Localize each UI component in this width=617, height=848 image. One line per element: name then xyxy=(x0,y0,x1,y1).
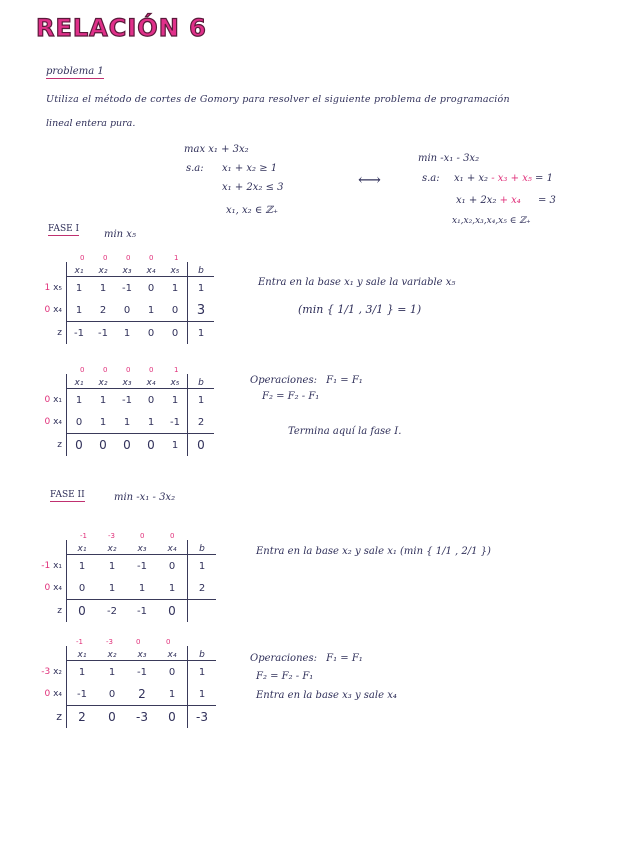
col-header: b xyxy=(198,378,204,388)
standard-c1-main: x₁ + x₂ xyxy=(454,173,489,184)
z-label: z xyxy=(57,605,62,616)
cost: -3 xyxy=(108,532,115,540)
statement-line-2: lineal entera pura. xyxy=(46,118,136,129)
standard-constraint-1 xyxy=(454,173,553,184)
col-header: x₄ xyxy=(157,540,188,555)
table-row xyxy=(36,661,216,684)
fase2-op-2: F₂ = F₂ - F₁ xyxy=(256,671,314,682)
cell: 2 xyxy=(198,582,206,594)
cell: 0 xyxy=(108,688,116,700)
fase1-tableau-2 xyxy=(36,374,214,456)
cell: 0 xyxy=(115,434,139,457)
fase2-label: FASE II xyxy=(50,490,85,500)
cost: -1 xyxy=(80,532,87,540)
fase1-objective: min x₅ xyxy=(104,229,136,240)
table-row-z xyxy=(36,434,214,457)
cell: 2 xyxy=(197,416,205,428)
standard-c2-slack: + x₄ xyxy=(499,195,521,206)
cost: 0 xyxy=(80,254,85,262)
cell: 1 xyxy=(67,277,92,300)
cost: -1 xyxy=(76,638,83,646)
cell: 1 xyxy=(168,688,176,700)
fase2-tableau-2 xyxy=(36,646,216,728)
cost: 0 xyxy=(140,532,145,540)
cell: 1 xyxy=(91,389,115,412)
standard-objective: min -x₁ - 3x₂ xyxy=(418,153,480,164)
row-basis: x₄ xyxy=(53,689,62,700)
row-basis: x₄ xyxy=(53,583,62,594)
cell: 1 xyxy=(157,577,188,600)
col-header: x₄ xyxy=(167,650,177,660)
fase1-label: FASE I xyxy=(48,224,80,234)
original-constraint-2: x₁ + 2x₂ ≤ 3 xyxy=(222,182,284,193)
op-1: F₁ = F₁ xyxy=(326,375,363,386)
col-header: x₂ xyxy=(107,650,117,660)
cell: 0 xyxy=(139,277,163,300)
row-cost: 0 xyxy=(44,417,51,428)
cost: 0 xyxy=(166,638,171,646)
cell: 1 xyxy=(67,661,98,684)
cell: 1 xyxy=(147,416,155,428)
cell: -1 xyxy=(127,600,157,623)
fase2-tableau-1 xyxy=(36,540,216,622)
cell: 0 xyxy=(67,600,98,623)
cell: 0 xyxy=(67,411,92,434)
col-header: b xyxy=(199,544,205,554)
standard-c1-artificial: + x₅ xyxy=(510,173,532,184)
row-basis: x₁ xyxy=(53,394,62,405)
cell: -3 xyxy=(188,706,217,729)
cell: 1 xyxy=(163,434,188,457)
cell: 0 xyxy=(157,661,188,684)
cell: 1 xyxy=(67,389,92,412)
cell: 1 xyxy=(188,277,215,300)
z-label: z xyxy=(57,327,62,338)
fase2-objective: min -x₁ - 3x₂ xyxy=(114,492,176,503)
col-header: x₂ xyxy=(98,378,108,388)
row-basis: x₂ xyxy=(53,666,62,677)
cell: 1 xyxy=(188,322,215,345)
row-basis: x₄ xyxy=(53,305,62,316)
table-row xyxy=(36,577,216,600)
cost: 0 xyxy=(170,532,175,540)
row-basis: x₅ xyxy=(53,282,62,293)
table-row xyxy=(36,299,214,322)
cell: 1 xyxy=(163,277,188,300)
row-cost: 0 xyxy=(44,689,51,700)
cell: 0 xyxy=(157,706,188,729)
op-1: F₁ = F₁ xyxy=(326,653,363,664)
cell: 3 xyxy=(196,302,206,318)
row-basis: x₄ xyxy=(53,417,62,428)
cost: 0 xyxy=(103,366,108,374)
fase1-tableau-1 xyxy=(36,262,214,344)
standard-c2-main: x₁ + 2x₂ xyxy=(456,195,497,206)
cell: 0 xyxy=(139,322,163,345)
z-label: z xyxy=(56,710,62,724)
cell: 0 xyxy=(157,600,188,623)
cell: 0 xyxy=(123,304,131,316)
cell: 1 xyxy=(67,555,98,578)
table-row-z xyxy=(36,600,216,623)
table-row xyxy=(36,411,214,434)
cell: 1 xyxy=(108,582,116,594)
page-title: RELACIÓN 6 xyxy=(36,14,207,42)
cell: 1 xyxy=(99,416,107,428)
cell: -1 xyxy=(127,661,157,684)
cell: 2 xyxy=(138,687,146,701)
cell: 1 xyxy=(188,389,215,412)
col-header: x₁ xyxy=(67,646,98,661)
cell: 0 xyxy=(91,434,115,457)
cost: 1 xyxy=(174,366,179,374)
cost: 0 xyxy=(149,254,154,262)
standard-c2-rhs: = 3 xyxy=(538,195,556,206)
standard-constraint-2 xyxy=(456,195,556,206)
col-header: x₂ xyxy=(98,266,108,276)
col-header: x₃ xyxy=(137,544,147,554)
table-row xyxy=(36,683,216,706)
cost: -3 xyxy=(106,638,113,646)
cell: 0 xyxy=(67,434,92,457)
cell: -1 xyxy=(163,411,188,434)
original-constraint-1: x₁ + x₂ ≥ 1 xyxy=(222,163,278,174)
row-cost: 0 xyxy=(44,583,51,594)
table-row-z xyxy=(36,706,216,729)
standard-c1-slack: - x₃ xyxy=(491,173,508,184)
fase2-note-1: Entra en la base x₂ y sale x₁ (min { 1/1 , 2/1 }) xyxy=(256,546,491,557)
fase1-end-note: Termina aquí la fase I. xyxy=(288,426,402,437)
cell: 0 xyxy=(97,706,127,729)
row-cost: -1 xyxy=(41,560,51,571)
ops-label: Operaciones: xyxy=(250,653,317,664)
original-sa-label: s.a: xyxy=(186,163,204,174)
cell: 1 xyxy=(97,661,127,684)
col-header: x₃ xyxy=(122,378,132,388)
col-header: x₃ xyxy=(122,266,132,276)
col-header: x₄ xyxy=(146,378,156,388)
cell xyxy=(188,600,217,623)
z-label: z xyxy=(57,439,62,450)
row-basis: x₁ xyxy=(53,560,62,571)
cell: 0 xyxy=(163,322,188,345)
cell: -1 xyxy=(91,322,115,345)
col-header: x₂ xyxy=(107,544,117,554)
cell: 1 xyxy=(91,277,115,300)
table-row-z xyxy=(36,322,214,345)
statement-line-1: Utiliza el método de cortes de Gomory para resolver el siguiente problema de programación xyxy=(46,94,510,105)
cell: -1 xyxy=(67,322,92,345)
cell: 1 xyxy=(123,416,131,428)
cell: -3 xyxy=(127,706,157,729)
cell: -2 xyxy=(97,600,127,623)
col-header: b xyxy=(198,266,204,276)
cell: -1 xyxy=(127,555,157,578)
cell: 1 xyxy=(67,299,92,322)
col-header: x₄ xyxy=(146,266,156,276)
table-row xyxy=(36,389,214,412)
row-cost: 0 xyxy=(44,305,51,316)
cell: 0 xyxy=(139,434,163,457)
col-header: x₃ xyxy=(137,650,147,660)
fase2-note-2: Entra en la base x₃ y sale x₄ xyxy=(256,690,397,701)
problem-label: problema 1 xyxy=(46,66,104,77)
cost: 0 xyxy=(80,366,85,374)
cell: 0 xyxy=(157,555,188,578)
cost: 0 xyxy=(103,254,108,262)
fase1-note-2: (min { 1/1 , 3/1 } = 1) xyxy=(298,303,422,316)
table-row xyxy=(36,277,214,300)
cost: 0 xyxy=(126,254,131,262)
cell: 1 xyxy=(115,322,139,345)
ops-label: Operaciones: xyxy=(250,375,317,386)
original-constraint-3: x₁, x₂ ∈ ℤ₊ xyxy=(226,205,278,216)
col-header: x₁ xyxy=(67,262,92,277)
cell: 1 xyxy=(188,661,217,684)
standard-c1-rhs: = 1 xyxy=(535,173,553,184)
fase2-ops xyxy=(250,653,363,664)
fase1-op-2: F₂ = F₂ - F₁ xyxy=(262,391,320,402)
cell: 1 xyxy=(163,389,188,412)
cell: 1 xyxy=(188,555,217,578)
col-header: x₁ xyxy=(67,374,92,389)
row-cost: -3 xyxy=(41,666,51,677)
cell: -1 xyxy=(67,683,98,706)
cell: 0 xyxy=(67,577,98,600)
cell: 0 xyxy=(139,389,163,412)
cost: 0 xyxy=(149,366,154,374)
row-cost: 0 xyxy=(44,394,51,405)
col-header: x₁ xyxy=(67,540,98,555)
cost: 0 xyxy=(136,638,141,646)
cell: 1 xyxy=(188,683,217,706)
fase1-ops xyxy=(250,375,363,386)
cell: 1 xyxy=(138,582,146,594)
cell: 0 xyxy=(163,299,188,322)
col-header: b xyxy=(188,646,217,661)
col-header: x₅ xyxy=(163,374,188,389)
equivalence-arrow: ⟷ xyxy=(358,170,381,189)
cell: 1 xyxy=(97,555,127,578)
col-header: x₅ xyxy=(163,262,188,277)
cost: 0 xyxy=(126,366,131,374)
original-objective: max x₁ + 3x₂ xyxy=(184,144,249,155)
standard-sa-label: s.a: xyxy=(422,173,440,184)
cell: -1 xyxy=(115,389,139,412)
cell: -1 xyxy=(115,277,139,300)
cell: 2 xyxy=(67,706,98,729)
standard-constraint-3: x₁,x₂,x₃,x₄,x₅ ∈ ℤ₊ xyxy=(452,216,531,226)
cell: 2 xyxy=(99,304,107,316)
row-cost: 1 xyxy=(44,282,51,293)
table-row xyxy=(36,555,216,578)
cost: 1 xyxy=(174,254,179,262)
cell: 0 xyxy=(188,434,215,457)
fase1-note-1: Entra en la base x₁ y sale la variable x₅ xyxy=(258,277,456,288)
cell: 1 xyxy=(147,304,155,316)
